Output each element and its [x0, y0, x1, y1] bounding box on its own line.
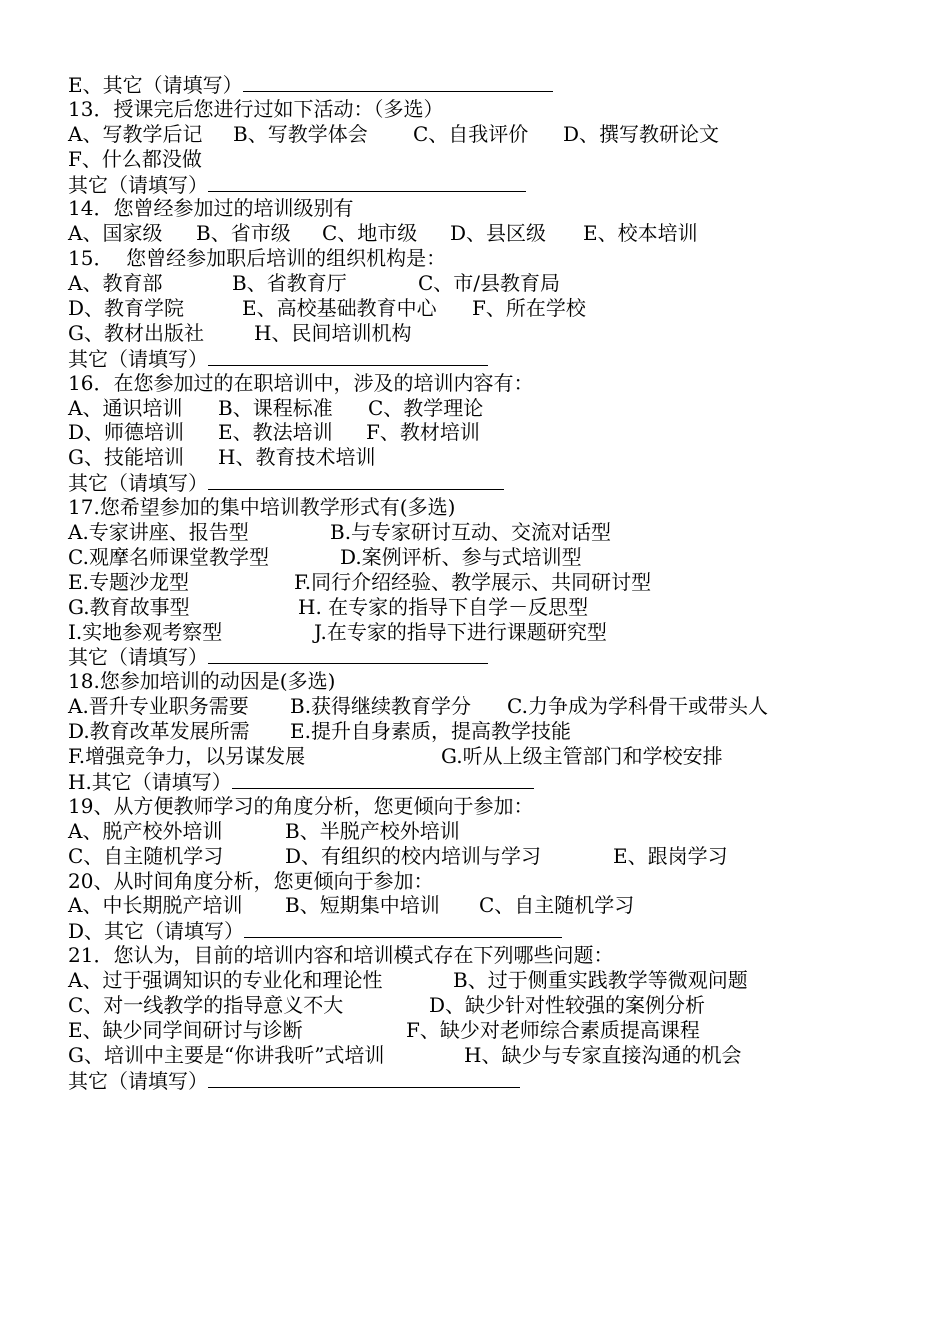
text-line — [68, 644, 928, 669]
text-line — [68, 869, 928, 894]
text-line — [68, 271, 928, 296]
option-text: D、缺少针对性较强的案例分析 — [429, 992, 706, 1017]
option-text: E.提升自身素质，提高教学技能 — [290, 719, 571, 744]
fill-in-blank[interactable] — [208, 172, 526, 192]
option-text: 20、从时间角度分析，您更倾向于参加： — [68, 868, 434, 893]
option-text: 17.您希望参加的集中培训教学形式有(多选) — [68, 495, 456, 520]
text-line — [68, 893, 928, 918]
option-text: A、过于强调知识的专业化和理论性 — [68, 968, 383, 993]
option-text: H、缺少与专家直接沟通的机会 — [464, 1042, 742, 1067]
text-line — [68, 396, 928, 421]
option-text: C.力争成为学科骨干或带头人 — [507, 694, 768, 719]
text-line — [68, 72, 928, 97]
option-text: A、通识培训 — [68, 395, 183, 420]
option-text: A.晋升专业职务需要 — [68, 694, 249, 719]
fill-in-blank[interactable] — [208, 346, 488, 366]
text-line — [68, 719, 928, 744]
option-text: C、自主随机学习 — [68, 843, 224, 868]
option-text: I.实地参观考察型 — [68, 619, 223, 644]
option-text: E、跟岗学习 — [613, 843, 728, 868]
text-line — [68, 371, 928, 396]
option-text: A、国家级 — [68, 221, 163, 246]
option-text: D、其它（请填写） — [68, 919, 245, 944]
text-line — [68, 420, 928, 445]
text-line — [68, 545, 928, 570]
text-line — [68, 445, 928, 470]
text-line — [68, 993, 928, 1018]
text-line — [68, 669, 928, 694]
text-line — [68, 147, 928, 172]
option-text: J.在专家的指导下进行课题研究型 — [314, 619, 607, 644]
fill-in-blank[interactable] — [208, 1068, 520, 1088]
text-line — [68, 844, 928, 869]
text-line — [68, 620, 928, 645]
option-text: A、中长期脱产培训 — [68, 893, 243, 918]
option-text: F.增强竞争力，以另谋发展 — [68, 744, 306, 769]
text-line — [68, 221, 928, 246]
option-text: B、课程标准 — [218, 395, 333, 420]
option-text: 其它（请填写） — [68, 1068, 208, 1093]
option-text: B.与专家研讨互动、交流对话型 — [330, 520, 612, 545]
text-line — [68, 819, 928, 844]
text-line — [68, 943, 928, 968]
option-text: D、撰写教研论文 — [563, 121, 720, 146]
option-text: C、教学理论 — [368, 395, 484, 420]
option-text: C、市/县教育局 — [418, 271, 561, 296]
text-line — [68, 744, 928, 769]
option-text: C、自我评价 — [413, 121, 529, 146]
option-text: D.教育改革发展所需 — [68, 719, 250, 744]
text-line — [68, 595, 928, 620]
text-line — [68, 1018, 928, 1043]
option-text: 19、从方便教师学习的角度分析，您更倾向于参加： — [68, 793, 534, 818]
option-text: E、教法培训 — [218, 420, 333, 445]
text-line — [68, 172, 928, 197]
option-text: E、其它（请填写） — [68, 73, 243, 97]
option-text: G、教材出版社 — [68, 320, 204, 345]
option-text: E、缺少同学间研讨与诊断 — [68, 1017, 303, 1042]
text-line — [68, 968, 928, 993]
option-text: E、高校基础教育中心 — [242, 296, 437, 321]
option-text: C、地市级 — [322, 221, 418, 246]
questionnaire-page — [68, 72, 928, 1093]
option-text: D、师德培训 — [68, 420, 185, 445]
option-text: F、什么都没做 — [68, 146, 202, 171]
text-line — [68, 246, 928, 271]
option-text: 其它（请填写） — [68, 645, 208, 670]
option-text: A、教育部 — [68, 271, 163, 296]
text-line — [68, 918, 928, 943]
option-text: G、培训中主要是“你讲我听”式培训 — [68, 1042, 385, 1067]
option-text: 其它（请填写） — [68, 172, 208, 197]
option-text: B、省市级 — [196, 221, 291, 246]
fill-in-blank[interactable] — [243, 72, 553, 92]
option-text: H、教育技术培训 — [218, 445, 376, 470]
option-text: E.专题沙龙型 — [68, 569, 189, 594]
text-line — [68, 495, 928, 520]
fill-in-blank[interactable] — [208, 470, 504, 490]
option-text: B、过于侧重实践教学等微观问题 — [453, 968, 748, 993]
option-text: 其它（请填写） — [68, 346, 208, 371]
option-text: 16．在您参加过的在职培训中，涉及的培训内容有： — [68, 370, 534, 395]
option-text: H.其它（请填写） — [68, 769, 232, 794]
option-text: D.案例评析、参与式培训型 — [340, 544, 582, 569]
text-line — [68, 1043, 928, 1068]
text-line — [68, 97, 928, 122]
text-line — [68, 570, 928, 595]
option-text: D、教育学院 — [68, 296, 185, 321]
option-text: F、所在学校 — [472, 296, 586, 321]
text-line — [68, 1068, 928, 1093]
option-text: 其它（请填写） — [68, 471, 208, 496]
text-line — [68, 122, 928, 147]
text-line — [68, 769, 928, 794]
text-line — [68, 321, 928, 346]
option-text: H. 在专家的指导下自学－反思型 — [298, 594, 589, 619]
option-text: 14．您曾经参加过的培训级别有 — [68, 196, 354, 221]
option-text: D、县区级 — [450, 221, 547, 246]
text-line — [68, 196, 928, 221]
option-text: B、半脱产校外培训 — [285, 818, 460, 843]
option-text: F、缺少对老师综合素质提高课程 — [406, 1017, 700, 1042]
option-text: G.教育故事型 — [68, 594, 190, 619]
option-text: F.同行介绍经验、教学展示、共同研讨型 — [294, 569, 652, 594]
text-line — [68, 470, 928, 495]
option-text: A、脱产校外培训 — [68, 818, 223, 843]
option-text: 13．授课完后您进行过如下活动：（多选） — [68, 96, 444, 121]
option-text: D、有组织的校内培训与学习 — [285, 843, 542, 868]
option-text: H、民间培训机构 — [254, 320, 412, 345]
option-text: A、写教学后记 — [68, 121, 203, 146]
option-text: B、短期集中培训 — [285, 893, 440, 918]
option-text: B、省教育厅 — [232, 271, 347, 296]
text-line — [68, 520, 928, 545]
option-text: E、校本培训 — [583, 221, 698, 246]
option-text: F、教材培训 — [366, 420, 480, 445]
fill-in-blank[interactable] — [244, 918, 562, 938]
option-text: C、对一线教学的指导意义不大 — [68, 992, 344, 1017]
text-line — [68, 694, 928, 719]
option-text: 18.您参加培训的动因是(多选) — [68, 669, 336, 694]
text-line — [68, 346, 928, 371]
fill-in-blank[interactable] — [208, 644, 488, 664]
text-line — [68, 296, 928, 321]
option-text: 21．您认为，目前的培训内容和培训模式存在下列哪些问题： — [68, 943, 614, 968]
option-text: C、自主随机学习 — [479, 893, 635, 918]
option-text: G、技能培训 — [68, 445, 184, 470]
option-text: G.听从上级主管部门和学校安排 — [441, 744, 723, 769]
option-text: 15． 您曾经参加职后培训的组织机构是： — [68, 246, 447, 271]
option-text: B、写教学体会 — [233, 121, 368, 146]
option-text: C.观摩名师课堂教学型 — [68, 544, 269, 569]
option-text: B.获得继续教育学分 — [290, 694, 472, 719]
fill-in-blank[interactable] — [232, 769, 534, 789]
text-line — [68, 794, 928, 819]
option-text: A.专家讲座、报告型 — [68, 520, 249, 545]
